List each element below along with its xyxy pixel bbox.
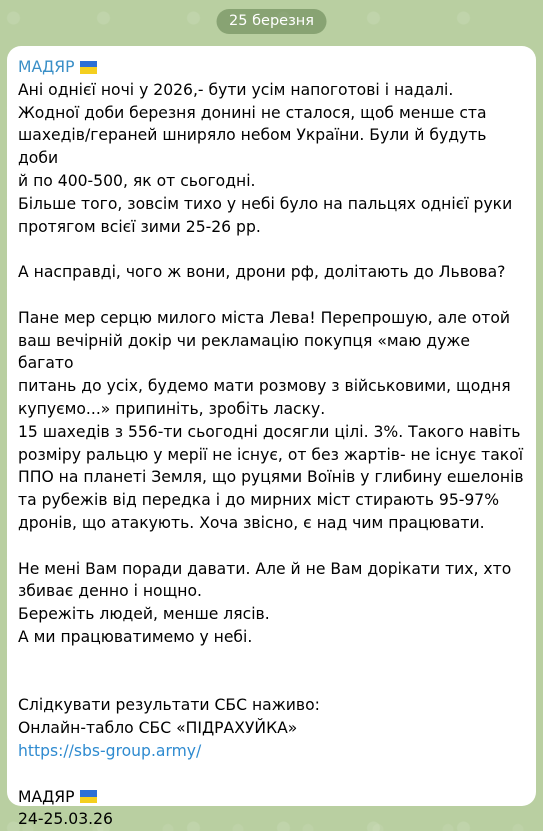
date-separator: 25 березня xyxy=(216,9,327,34)
message-line: протягом всієї зими 25-26 рр. xyxy=(18,217,261,236)
message-line: дронів, що атакують. Хоча звісно, є над чим працювати. xyxy=(18,513,485,532)
message-line: ваш вечірній докір чи рекламацію покупця «маю дуже багато xyxy=(18,331,470,373)
ukraine-flag-icon xyxy=(80,61,97,74)
blank-line xyxy=(18,238,524,261)
blank-line xyxy=(18,649,524,672)
message-line: Онлайн-табло СБС «ПІДРАХУЙКА» xyxy=(18,719,298,738)
message-line: Не мені Вам поради давати. Але й не Вам дорікати тих, хто xyxy=(18,559,512,578)
message-text xyxy=(18,79,524,831)
blank-line xyxy=(18,672,524,695)
message-line: розміру ральцю у мерії не існує, от без жартів- не існує такої xyxy=(18,445,524,464)
signature-name: МАДЯР xyxy=(18,787,75,806)
message-bubble xyxy=(7,46,536,829)
sbs-link[interactable]: https://sbs-group.army/ xyxy=(18,741,202,760)
blank-line xyxy=(18,535,524,558)
sender-name-label: МАДЯР xyxy=(18,58,75,76)
message-line: ППО на планеті Земля, що руцями Воїнів у глибину ешелонів xyxy=(18,468,524,487)
blank-line xyxy=(18,763,524,786)
message-line: та рубежів від передка і до мирних міст стирають 95-97% xyxy=(18,491,500,510)
message-line: 15 шахедів з 556-ти сьогодні досягли цілі. 3%. Такого навіть xyxy=(18,422,521,441)
signature xyxy=(18,786,524,809)
message-line: купуємо...» припиніть, зробіть ласку. xyxy=(18,399,326,418)
message-line: Пане мер серцю милого міста Лева! Перепрошую, але отой xyxy=(18,308,510,327)
message-line: Слідкувати результати СБС наживо: xyxy=(18,696,320,715)
message-line: збиває денно і нощно. xyxy=(18,582,202,601)
message-line: Жодної доби березня донині не сталося, щоб менше ста xyxy=(18,103,487,122)
message-line: А ми працюватимемо у небі. xyxy=(18,627,253,646)
message-line: питань до усіх, будемо мати розмову з військовими, щодня xyxy=(18,377,511,396)
message-line: А насправді, чого ж вони, дрони рф, долітають до Львова? xyxy=(18,263,506,282)
signature-date: 24-25.03.26 xyxy=(18,810,113,829)
blank-line xyxy=(18,284,524,307)
message-line: Більше того, зовсім тихо у небі було на пальцях однієї руки xyxy=(18,194,513,213)
ukraine-flag-icon xyxy=(80,790,97,803)
message-line: Ані однієї ночі у 2026,- бути усім напоготові і надалі. xyxy=(18,80,454,99)
sender-name[interactable] xyxy=(18,56,524,79)
message-line: шахедів/гераней шниряло небом України. Були й будуть доби xyxy=(18,126,487,168)
message-line: Бережіть людей, менше лясів. xyxy=(18,605,270,624)
message-line: й по 400-500, як от сьогодні. xyxy=(18,171,256,190)
